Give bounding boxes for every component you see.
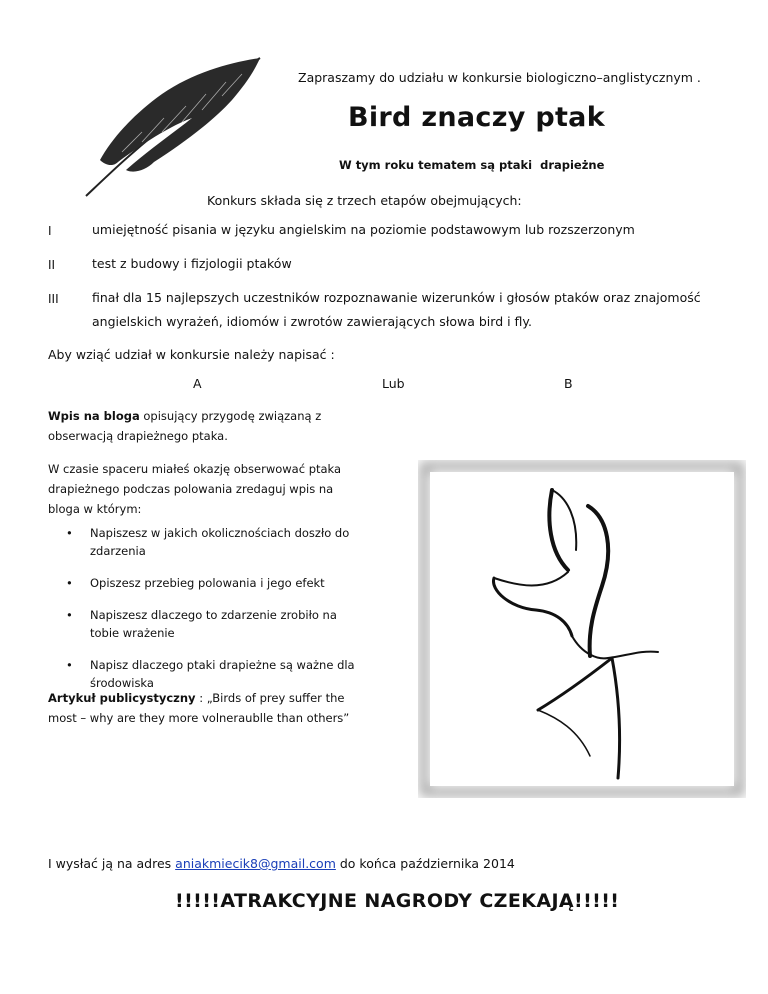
stage-text: finał dla 15 najlepszych uczestników rozpoznawanie wizerunków i głosów ptaków oraz znajomość angielskich wyrażeń, idiomów i zwrotów zawierających słowa bird i fly. [92, 290, 701, 329]
stage-number: II [48, 258, 56, 272]
blog-description [48, 406, 348, 446]
subtitle: W tym roku tematem są ptaki drapieżne [339, 158, 605, 172]
blog-text: opisujący przygodę związaną z obserwacją drapieżnego ptaka. [48, 409, 322, 443]
option-or-label: Lub [382, 376, 405, 391]
list-item: • Napiszesz dlaczego to zdarzenie zrobiło na tobie wrażenie [66, 608, 337, 640]
stage-number: I [48, 224, 52, 238]
stages-intro: Konkurs składa się z trzech etapów obejmujących: [207, 193, 522, 208]
article-text: : „Birds of prey suffer the most – why are they more volneraublle than others” [48, 691, 350, 725]
walk-text: W czasie spaceru miałeś okazję obserwować ptaka drapieżnego podczas polowania zredaguj wpis na bloga w którym: [48, 462, 342, 516]
stage-text: test z budowy i fizjologii ptaków [92, 256, 292, 271]
feather-icon [82, 52, 267, 200]
prizes-banner: !!!!!ATRAKCYJNE NAGRODY CZEKAJĄ!!!!! [175, 890, 620, 912]
option-b-label: B [564, 376, 573, 391]
page-title: Bird znaczy ptak [348, 102, 605, 133]
email-link[interactable]: aniakmiecik8@gmail.com [175, 856, 336, 871]
list-item: • Napisz dlaczego ptaki drapieżne są ważne dla środowiska [66, 658, 355, 690]
bird-sketch-icon [418, 460, 746, 798]
send-instruction: I wysłać ją na adres aniakmiecik8@gmail.com do końca października 2014 [48, 856, 515, 871]
bullet-list [66, 524, 366, 706]
intro-text: Zapraszamy do udziału w konkursie biologiczno–anglistycznym . [298, 70, 701, 85]
list-item: • Napiszesz w jakich okolicznościach doszło do zdarzenia [66, 526, 350, 558]
instruction-text: Aby wziąć udział w konkursie należy napisać : [48, 347, 335, 362]
stage-text: umiejętność pisania w języku angielskim na poziomie podstawowym lub rozszerzonym [92, 222, 635, 237]
list-item: • Opiszesz przebieg polowania i jego efekt [66, 576, 325, 590]
bullet-icon: • [66, 576, 73, 590]
blog-title: Wpis na bloga [48, 409, 140, 423]
bullet-icon: • [66, 658, 73, 672]
stage-number: III [48, 292, 59, 306]
bullet-icon: • [66, 526, 73, 540]
option-a-label: A [193, 376, 202, 391]
article-title: Artykuł publicystyczny [48, 691, 196, 705]
bullet-icon: • [66, 608, 73, 622]
article-description [48, 688, 368, 728]
